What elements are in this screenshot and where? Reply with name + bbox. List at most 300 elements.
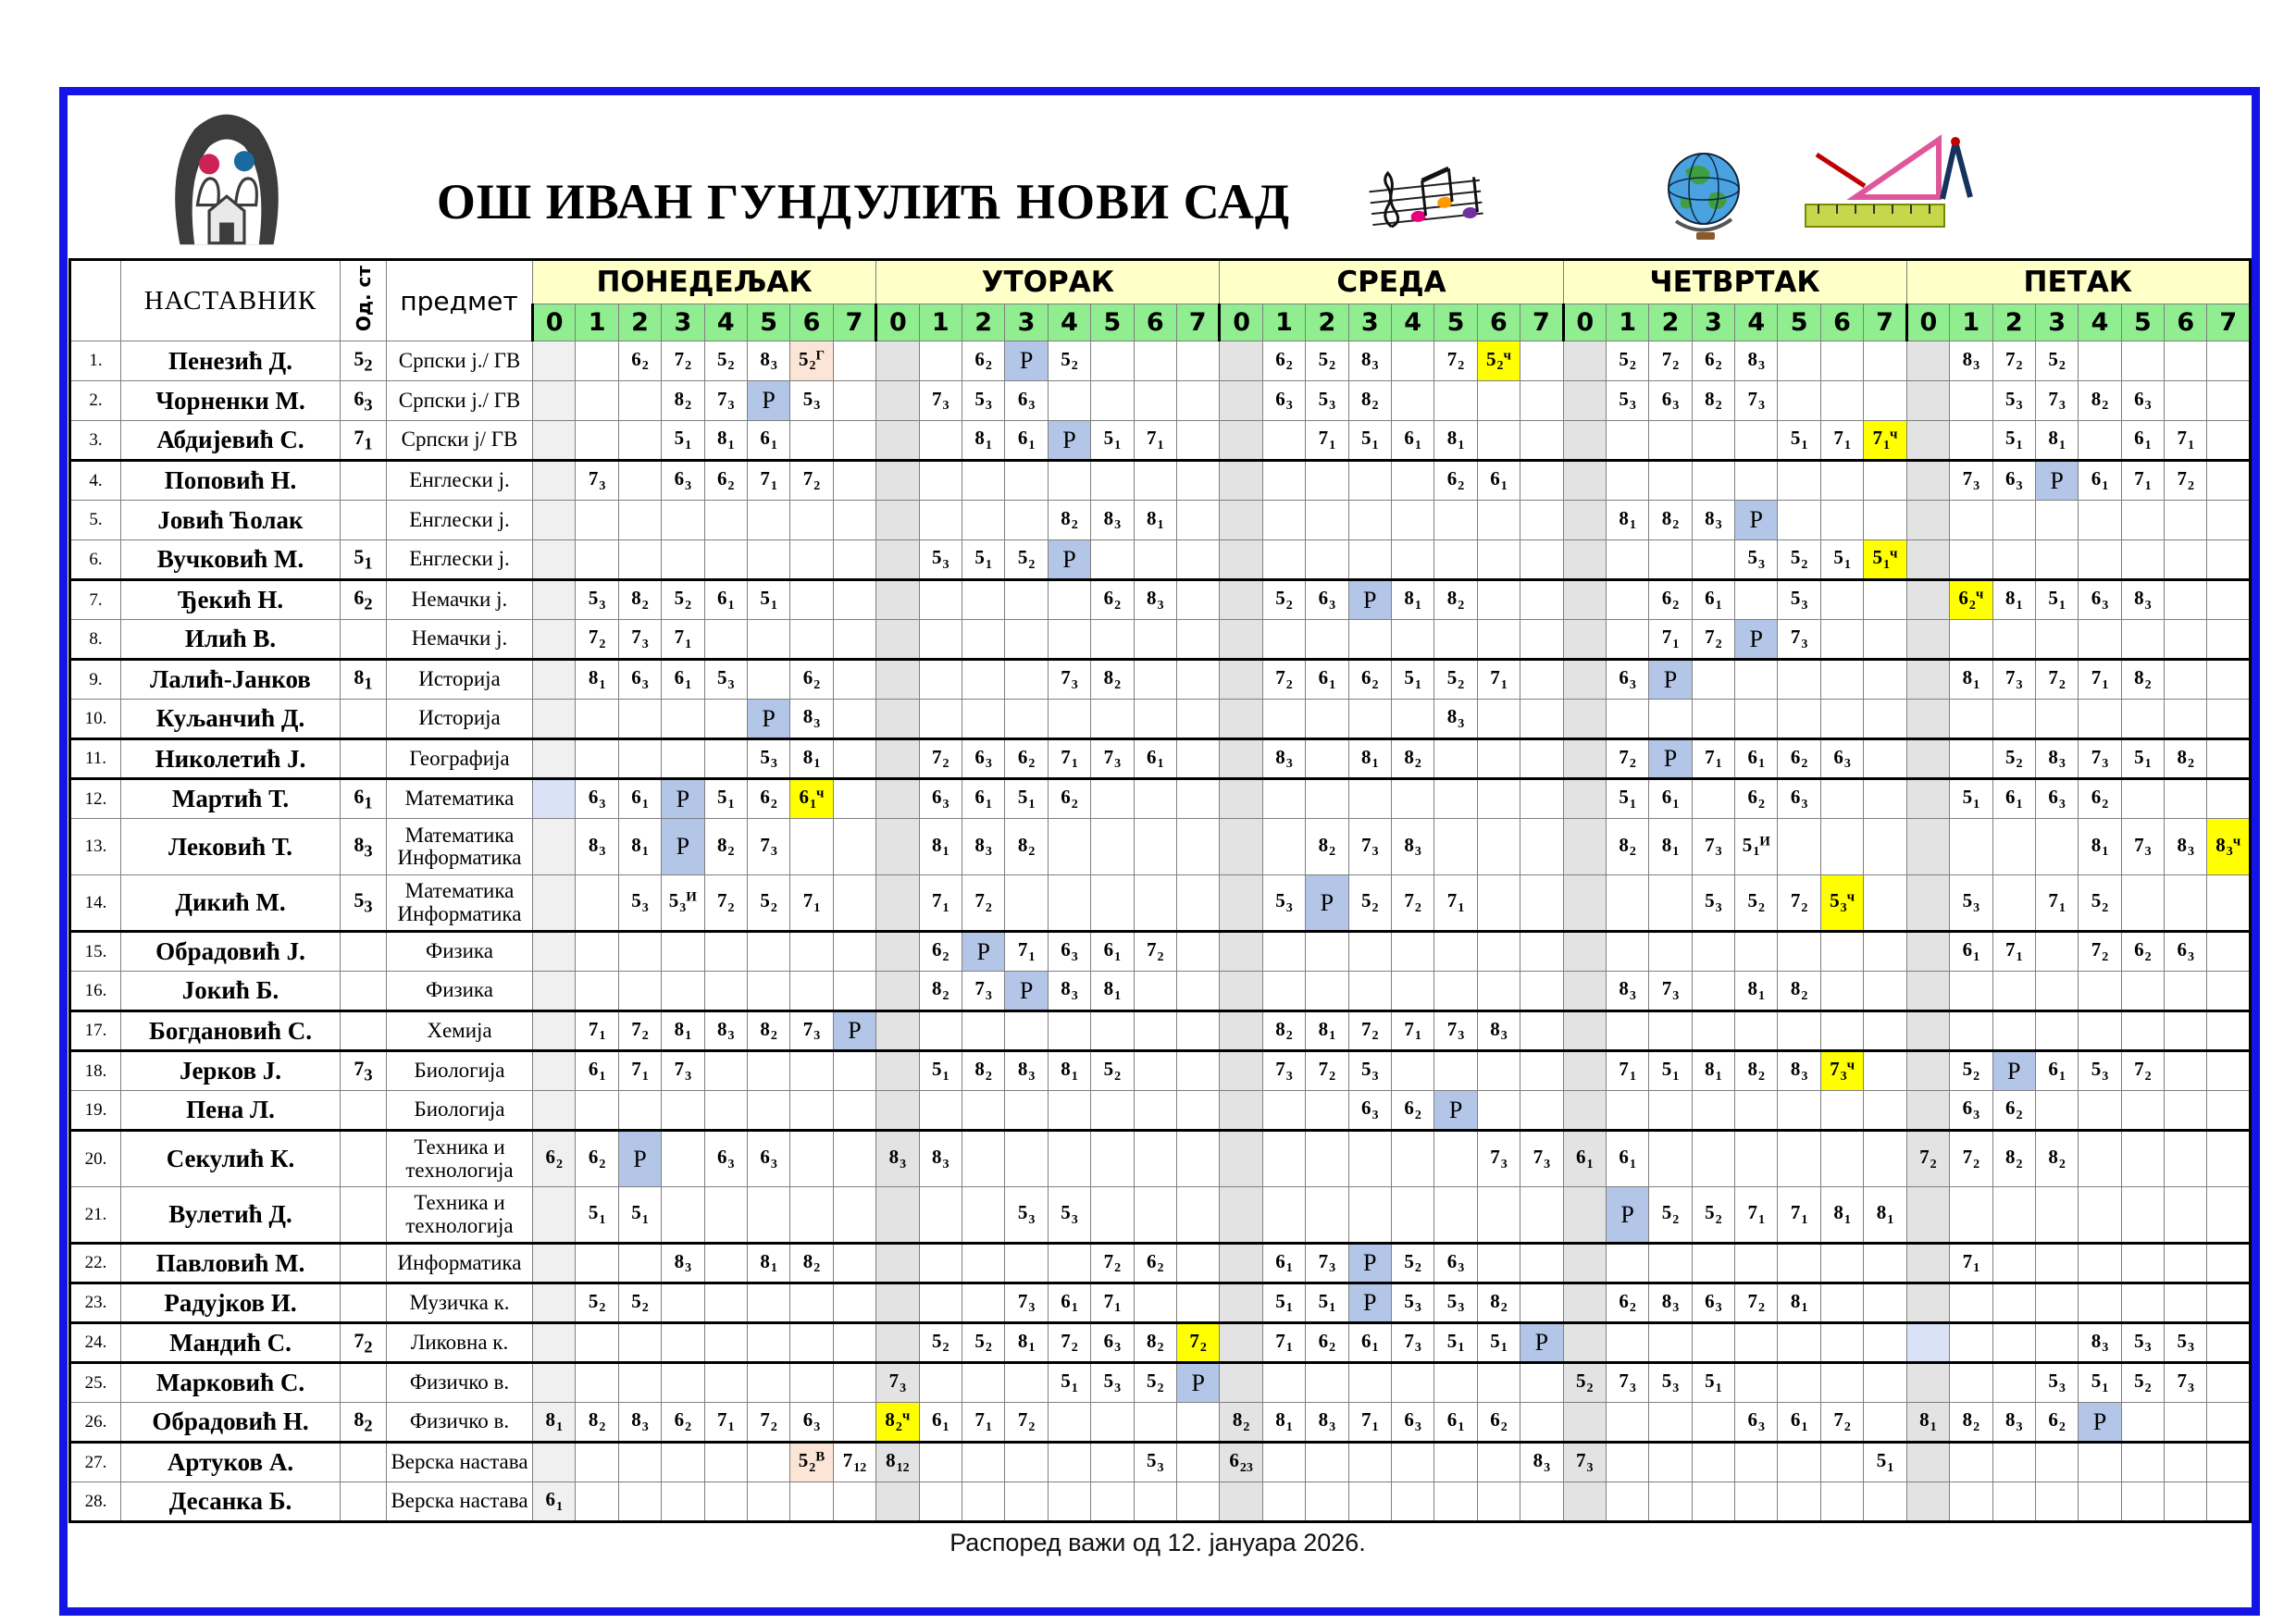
header-teacher: НАСТАВНИК [121,260,341,341]
schedule-cell [2035,700,2078,739]
subject-cell: Музичка к. [387,1283,533,1323]
schedule-cell [1992,1283,2035,1323]
schedule-cell: $8_3$ [1434,700,1477,739]
schedule-cell: $7_2$ [790,461,833,501]
schedule-cell [1906,660,1949,700]
teacher-name: Пенезић Д. [121,341,341,381]
schedule-cell: $8_2$ [1220,1403,1262,1443]
schedule-cell: $8_1$ [1262,1403,1305,1443]
schedule-cell: Р [1348,580,1391,620]
schedule-cell [790,1283,833,1323]
schedule-cell: $5_2$ [1048,341,1090,381]
schedule-cell: $7_3$ [1005,1283,1048,1323]
schedule-cell: $5_1$ [1434,1323,1477,1363]
teacher-row [70,1323,2251,1363]
schedule-cell [1950,1011,1992,1051]
schedule-cell: $8_3$ [618,1403,661,1443]
schedule-cell [1520,1011,1563,1051]
schedule-cell [1220,421,1262,461]
schedule-cell [2121,341,2164,381]
teacher-row [70,421,2251,461]
schedule-cell: $6_1$ [1992,779,2035,819]
teacher-row [70,341,2251,381]
schedule-cell [2079,972,2121,1011]
schedule-cell [1391,501,1433,540]
schedule-cell [1563,580,1606,620]
schedule-cell [1091,341,1134,381]
schedule-cell: $5_3$ [1391,1283,1433,1323]
schedule-cell [1091,875,1134,932]
schedule-cell: $5_1$ [1091,421,1134,461]
schedule-cell [1778,1443,1820,1482]
schedule-cell: $6_2$ [1649,580,1692,620]
schedule-cell [1091,819,1134,875]
schedule-cell [1520,540,1563,580]
schedule-cell [1950,739,1992,779]
schedule-cell [1906,501,1949,540]
schedule-cell: $7_3$ [876,1363,919,1403]
schedule-cell: $7_3$ [2035,381,2078,421]
schedule-cell [1864,620,1906,660]
teacher-row [70,1244,2251,1283]
schedule-cell: $5_1$ [1692,1363,1734,1403]
schedule-cell: $8_1$ [1434,421,1477,461]
schedule-cell [790,1323,833,1363]
schedule-cell: Р [662,779,704,819]
schedule-cell [1692,972,1734,1011]
schedule-cell [1176,1244,1219,1283]
schedule-cell [747,932,789,972]
schedule-cell [1563,501,1606,540]
schedule-cell [533,580,576,620]
row-number: 16. [70,972,121,1011]
schedule-cell: $7_2$ [1992,341,2035,381]
schedule-cell: $7_3$ [1992,660,2035,700]
schedule-cell: $5_1$ [1864,1443,1906,1482]
schedule-cell [833,1131,875,1187]
schedule-cell [1820,1244,1863,1283]
schedule-cell [876,620,919,660]
schedule-cell [1134,341,1176,381]
schedule-cell: $7_3$ [1434,1011,1477,1051]
schedule-cell: $6_3$ [576,779,618,819]
schedule-cell: Р [1992,1051,2035,1091]
schedule-cell: $8_2$ [618,580,661,620]
schedule-cell [1262,421,1305,461]
schedule-cell [1176,1051,1219,1091]
period-header: 2 [1649,304,1692,341]
schedule-cell [1477,739,1520,779]
schedule-cell [1306,739,1348,779]
schedule-cell: $6_1$ [1134,739,1176,779]
schedule-cell [1176,381,1219,421]
schedule-cell: $8_2$ [2165,739,2207,779]
schedule-cell [833,1244,875,1283]
schedule-cell [1391,461,1433,501]
schedule-cell [1262,1363,1305,1403]
schedule-cell: $7_1$ [962,1403,1004,1443]
schedule-cell [2035,1283,2078,1323]
schedule-cell: $5_2$ [1005,540,1048,580]
schedule-cell [833,501,875,540]
schedule-cell: $5_2$ [662,580,704,620]
schedule-cell [1520,1244,1563,1283]
schedule-cell: $7_1$ [618,1051,661,1091]
schedule-cell: $6_1$ [1262,1244,1305,1283]
schedule-cell: Р [1649,660,1692,700]
schedule-cell: $6_3$ [2121,381,2164,421]
schedule-cell: $8_1$ [2035,421,2078,461]
schedule-cell [790,972,833,1011]
schedule-cell [1176,540,1219,580]
schedule-cell: $5_2$ [919,1323,962,1363]
schedule-cell [1520,779,1563,819]
schedule-cell: $8_3^ч$ [2207,819,2251,875]
schedule-cell [1735,1091,1778,1131]
schedule-cell [2079,1244,2121,1283]
schedule-cell: $5_2$ [1434,660,1477,700]
period-header: 6 [1820,304,1863,341]
schedule-cell [876,700,919,739]
teacher-row [70,501,2251,540]
row-number: 19. [70,1091,121,1131]
schedule-cell: $5_2$ [576,1283,618,1323]
schedule-cell: $7_1$ [1649,620,1692,660]
schedule-cell: $8_1$ [790,739,833,779]
schedule-cell [962,461,1004,501]
schedule-cell [1563,1011,1606,1051]
teacher-name: Јерков Ј. [121,1051,341,1091]
schedule-cell: $6_3$ [1992,461,2035,501]
schedule-cell: $8_3$ [1778,1051,1820,1091]
schedule-cell [1864,501,1906,540]
schedule-cell [2121,501,2164,540]
schedule-cell: $6_3$ [1306,580,1348,620]
schedule-cell [2079,620,2121,660]
schedule-cell [1864,1131,1906,1187]
schedule-cell [1520,875,1563,932]
schedule-cell [1477,819,1520,875]
teacher-name: Обрадовић Н. [121,1403,341,1443]
schedule-cell [2121,875,2164,932]
schedule-cell [2207,1244,2251,1283]
schedule-cell [1992,540,2035,580]
schedule-cell [1906,779,1949,819]
schedule-cell [1176,1011,1219,1051]
schedule-cell [1563,932,1606,972]
schedule-cell [1563,1244,1606,1283]
schedule-cell [919,1244,962,1283]
class-cell: $7_3$ [341,1051,387,1091]
schedule-cell [1477,1187,1520,1244]
schedule-cell [1906,932,1949,972]
schedule-cell [1176,779,1219,819]
schedule-cell [533,1244,576,1283]
schedule-cell [1864,660,1906,700]
schedule-cell: $7_2$ [1906,1131,1949,1187]
schedule-cell [1176,1283,1219,1323]
schedule-cell [1477,700,1520,739]
subject-cell: Историја [387,660,533,700]
subject-cell: Енглески ј. [387,540,533,580]
period-header: 2 [962,304,1004,341]
schedule-cell [1176,700,1219,739]
schedule-cell: Р [1649,739,1692,779]
schedule-cell [2121,1283,2164,1323]
schedule-cell [704,501,747,540]
schedule-cell [1220,540,1262,580]
schedule-cell [1820,1011,1863,1051]
schedule-cell [1520,819,1563,875]
schedule-cell [790,540,833,580]
period-header: 6 [2165,304,2207,341]
schedule-cell: $8_2$ [919,972,962,1011]
schedule-cell [1134,700,1176,739]
schedule-cell [876,779,919,819]
schedule-cell [1992,620,2035,660]
schedule-cell [662,700,704,739]
schedule-cell [1606,1482,1648,1522]
schedule-cell: $5_2$ [1649,1187,1692,1244]
schedule-cell [1520,1363,1563,1403]
schedule-cell [1391,932,1433,972]
schedule-cell [533,1011,576,1051]
schedule-cell [2165,1403,2207,1443]
class-cell [341,1363,387,1403]
schedule-cell: $6_2$ [1477,1403,1520,1443]
schedule-cell [1220,1244,1262,1283]
schedule-cell: $6_3$ [1950,1091,1992,1131]
schedule-cell [1820,1482,1863,1522]
schedule-cell [576,1363,618,1403]
schedule-cell [1434,932,1477,972]
schedule-cell [1220,1011,1262,1051]
schedule-cell: $7_2$ [1348,1011,1391,1051]
schedule-cell: $7_1$ [1262,1323,1305,1363]
schedule-cell [1864,1011,1906,1051]
schedule-cell [876,1011,919,1051]
schedule-cell [2165,1482,2207,1522]
period-header: 1 [1950,304,1992,341]
schedule-cell [2079,341,2121,381]
schedule-cell: $6_2$ [1005,739,1048,779]
schedule-cell [833,1403,875,1443]
class-cell [341,1283,387,1323]
period-header: 7 [1520,304,1563,341]
schedule-cell: $6_3$ [747,1131,789,1187]
schedule-cell [790,501,833,540]
subject-cell: Немачки ј. [387,580,533,620]
schedule-cell [1005,580,1048,620]
schedule-cell [662,1363,704,1403]
schedule-cell: $6_3$ [2035,779,2078,819]
schedule-cell [1306,501,1348,540]
schedule-cell: $6_1$ [576,1051,618,1091]
schedule-cell: $5_2$ [1262,580,1305,620]
schedule-cell [1176,501,1219,540]
schedule-cell: Р [618,1131,661,1187]
schedule-cell [1906,580,1949,620]
schedule-cell: $7_1$ [1005,932,1048,972]
class-cell [341,932,387,972]
schedule-cell [1563,1323,1606,1363]
period-header: 4 [2079,304,2121,341]
schedule-cell: Р [962,932,1004,972]
schedule-cell [1992,972,2035,1011]
schedule-cell [833,620,875,660]
schedule-cell [1520,932,1563,972]
schedule-cell [2207,381,2251,421]
schedule-cell [1520,739,1563,779]
schedule-cell: $6_2$ [2079,779,2121,819]
schedule-cell: $5_1$ [704,779,747,819]
schedule-cell [1091,1187,1134,1244]
schedule-cell [1520,1403,1563,1443]
schedule-cell: $5_2^В$ [790,1443,833,1482]
class-cell: $5_3$ [341,875,387,932]
schedule-cell [833,1091,875,1131]
schedule-cell [1692,1011,1734,1051]
schedule-cell: $7_3$ [1477,1131,1520,1187]
schedule-cell [1906,1091,1949,1131]
schedule-cell [1864,1051,1906,1091]
row-number: 1. [70,341,121,381]
schedule-cell [919,1363,962,1403]
schedule-cell [1306,932,1348,972]
schedule-cell [533,739,576,779]
schedule-cell [1992,1187,2035,1244]
schedule-cell [1820,381,1863,421]
teacher-row [70,972,2251,1011]
schedule-cell [1134,540,1176,580]
schedule-cell [1563,972,1606,1011]
schedule-cell [1477,1051,1520,1091]
schedule-cell [1649,1443,1692,1482]
schedule-cell: $6_3$ [790,1403,833,1443]
schedule-cell: $6_1$ [1649,779,1692,819]
class-cell: $7_1$ [341,421,387,461]
teacher-row [70,875,2251,932]
schedule-cell [1992,700,2035,739]
schedule-cell [704,1283,747,1323]
class-cell [341,1244,387,1283]
schedule-cell: $5_2$ [2121,1363,2164,1403]
schedule-cell: $7_1$ [1820,421,1863,461]
schedule-cell [833,1323,875,1363]
schedule-cell [2165,381,2207,421]
schedule-cell: $7_3$ [618,620,661,660]
schedule-cell: $7_1$ [576,1011,618,1051]
schedule-cell [1820,972,1863,1011]
schedule-cell [2207,1131,2251,1187]
period-header: 3 [1348,304,1391,341]
class-cell [341,1443,387,1482]
schedule-cell: $8_2$ [1692,381,1734,421]
schedule-cell [1176,620,1219,660]
schedule-cell: $6_3$ [1434,1244,1477,1283]
schedule-cell: $6_2$ [533,1131,576,1187]
schedule-cell: $6_2$ [1391,1091,1433,1131]
schedule-cell [1176,819,1219,875]
schedule-cell: $7_2$ [618,1011,661,1051]
schedule-cell: $8_3$ [2121,580,2164,620]
schedule-cell [2207,540,2251,580]
schedule-cell [2079,1482,2121,1522]
schedule-cell: $7_3$ [1778,620,1820,660]
schedule-cell [1864,739,1906,779]
schedule-cell: $8_2$ [1134,1323,1176,1363]
subject-cell: Физичко в. [387,1403,533,1443]
subject-cell: Српски ј./ ГВ [387,381,533,421]
schedule-cell [1348,700,1391,739]
schedule-cell [833,461,875,501]
schedule-cell [1520,341,1563,381]
schedule-cell [1005,1131,1048,1187]
schedule-cell [1348,1482,1391,1522]
schedule-cell: $6_3$ [1606,660,1648,700]
schedule-cell: $7_2$ [1692,620,1734,660]
schedule-cell [876,580,919,620]
timetable-container [68,258,2252,1523]
schedule-cell [533,1443,576,1482]
schedule-cell [876,1051,919,1091]
schedule-cell: $7_3$ [1262,1051,1305,1091]
schedule-cell [962,620,1004,660]
schedule-cell [533,779,576,819]
schedule-cell [790,1091,833,1131]
schedule-cell: $7_3$ [1348,819,1391,875]
period-header: 1 [919,304,962,341]
schedule-cell [704,620,747,660]
subject-cell: Хемија [387,1011,533,1051]
schedule-cell: $8_2$ [1778,972,1820,1011]
schedule-cell [1606,1091,1648,1131]
schedule-cell [2121,779,2164,819]
schedule-cell [1606,1011,1648,1051]
teacher-row [70,1403,2251,1443]
schedule-cell [1048,1482,1090,1522]
period-header: 5 [1778,304,1820,341]
schedule-cell: $6_1$ [1005,421,1048,461]
row-number: 13. [70,819,121,875]
schedule-cell [662,1131,704,1187]
schedule-cell [1306,779,1348,819]
schedule-cell: Р [1520,1323,1563,1363]
schedule-cell [1992,1363,2035,1403]
music-notes-icon [1363,158,1488,246]
schedule-cell [2207,932,2251,972]
period-header: 2 [618,304,661,341]
class-cell [341,501,387,540]
schedule-cell [618,932,661,972]
schedule-cell [962,1011,1004,1051]
schedule-cell [747,972,789,1011]
schedule-cell [662,739,704,779]
teacher-row [70,1051,2251,1091]
schedule-cell [1391,1482,1433,1522]
schedule-cell: $8_1$ [1820,1187,1863,1244]
period-header: 6 [1134,304,1176,341]
schedule-cell [618,1363,661,1403]
schedule-cell [1134,1187,1176,1244]
schedule-cell [1477,1363,1520,1403]
schedule-cell [1091,461,1134,501]
schedule-cell: $8_1$ [919,819,962,875]
schedule-cell [833,779,875,819]
teacher-name: Мартић Т. [121,779,341,819]
schedule-cell [1692,1403,1734,1443]
schedule-cell [1992,501,2035,540]
